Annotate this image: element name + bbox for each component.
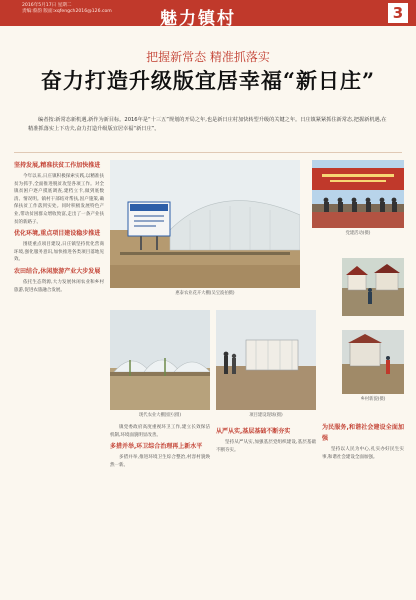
article-text: 依托生态资源,大力发展休闲农业和乡村旅游,促进农旅融合发展。 — [14, 279, 104, 293]
article-text: 今年以来,日庄镇积极探索实践,以精准扶贫为抓手,全面推进脱贫攻坚各项工作。对全镇贫困户逐户摸底调查,建档立卡,做到底数清、情况明。镇村干部结对帮扶,因户施策,确保扶贫工作落到实处。同时积极发展特色产业,带动贫困群众增收致富,走出了一条产业扶贫的新路子。 — [14, 174, 104, 225]
editor-line: 责编:蔡韵 版面:xqfengch2016@126.com — [22, 9, 112, 14]
photo-greenhouse-sign — [110, 160, 300, 288]
page-number: 3 — [388, 3, 408, 23]
headline: 奋力打造升级版宜居幸福“新日庄” — [40, 68, 376, 93]
section-title: 魅力镇村 — [160, 9, 236, 29]
photo-caption: 党建活动(摄) — [345, 231, 371, 236]
lead-paragraph: 编者按:新常态新机遇,新作为新目标。2016年是“十三五”规划的开局之年,也是新日庄村加快转型升级的关键之年。日庄镇紧紧抓住新常态,把握新机遇,在精准抓落实上下功夫,奋力打造升级版宜居幸福“新日庄”。 — [28, 117, 387, 132]
photo-construction — [342, 330, 404, 394]
section-heading: 优化环境,重点项目建设稳步推进 — [14, 230, 101, 238]
photo-caption: 现代农业大棚园区(摄) — [138, 413, 182, 418]
article-text: 坚持从严从实,加强基层党组织建设,基层基础不断夯实。 — [216, 440, 316, 453]
section-heading: 坚持发展,精准扶贫工作加快推进 — [14, 162, 101, 169]
photo-ceremony — [312, 160, 404, 228]
photo-project-site — [216, 310, 316, 410]
masthead-meta — [22, 3, 112, 15]
article-text: 坚持以人民为中心,扎实办好民生实事,和谐社会建设全面加强。 — [322, 447, 404, 460]
photo-caption: 乡村新貌(摄) — [360, 397, 386, 402]
divider — [14, 152, 402, 153]
section-heading: 从严从实,基层基础不断夯实 — [216, 428, 291, 435]
column-3 — [216, 424, 316, 594]
photo-greenhouses — [110, 310, 210, 410]
article-text: 多措并举,推进环境卫生综合整治,村容村貌焕然一新。 — [110, 455, 210, 468]
section-heading: 多措并举,环卫综合治理再上新水平 — [110, 443, 203, 451]
photo-village — [342, 258, 404, 316]
article-text: 镇党委政府高度重视环卫工作,建立长效保洁机制,环境面貌明显改善。 — [110, 425, 210, 438]
article-text: 围绕重点项目建设,日庄镇坚持优化营商环境,强化服务意识,加快推进各类项目落地见效。 — [14, 242, 104, 263]
masthead — [0, 0, 416, 29]
column-1 — [14, 158, 104, 594]
section-heading: 为民服务,和谐社会建设全面加强 — [322, 424, 404, 442]
section-heading: 农田结合,休闲旅游产业大步发展 — [14, 267, 101, 275]
column-4 — [322, 420, 404, 594]
photo-caption: 项目建设现场(摄) — [249, 413, 283, 418]
column-2 — [110, 424, 210, 594]
date-line: 2016年5月17日 星期二 — [22, 3, 72, 8]
kicker: 把握新常态 精准抓落实 — [146, 50, 270, 64]
photo-caption: 惠泰农业花卉大棚(吴宝波拍摄) — [175, 291, 235, 296]
